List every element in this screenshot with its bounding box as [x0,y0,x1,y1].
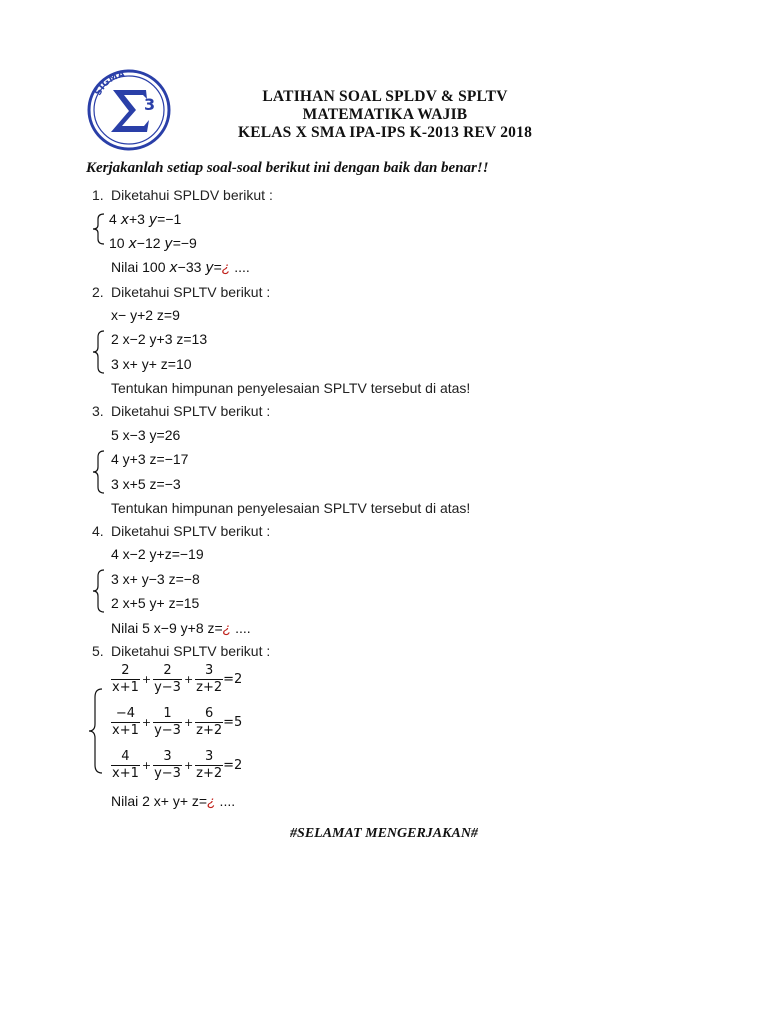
system-brace [92,450,106,494]
equation-3: 3 x+ y+ z=10 [111,356,192,372]
title-line-1: LATIHAN SOAL SPLDV & SPLTV [262,88,508,105]
question-number: 4. [92,523,104,539]
question-number: 5. [92,643,104,659]
sigma-logo [86,66,172,152]
equation-2: 3 x+ y−3 z=−8 [111,571,200,587]
equation-1: x− y+2 z=9 [111,307,180,323]
equation-2: 2 x−2 y+3 z=13 [111,331,208,347]
question-ask: Tentukan himpunan penyelesaian SPLTV tersebut di atas! [111,500,471,516]
system-brace [88,688,104,774]
fraction-equation-1: $\frac{2}{x+1}$ + $\frac{2}{y-3}$ + $\frac{3}{z+2}$ =2 [112,663,243,695]
svg-text:SIGMA: SIGMA [93,69,126,98]
equation-2: 10 x−12 y=−9 [109,235,197,252]
title-line-2: MATEMATIKA WAJIB [302,106,468,123]
question-intro: Diketahui SPLTV berikut : [111,643,271,659]
question-intro: Diketahui SPLTV berikut : [111,284,271,300]
question-number: 2. [92,284,104,300]
title-line-3: KELAS X SMA IPA-IPS K-2013 REV 2018 [237,124,533,141]
svg-text:3: 3 [144,95,156,114]
question-ask: Tentukan himpunan penyelesaian SPLTV tersebut di atas! [111,380,471,396]
question-ask: Nilai 2 x+ y+ z=¿ .... [111,793,236,809]
equation-1: 4 x+3 y=−1 [109,211,182,228]
fraction-equation-3: $\frac{4}{x+1}$ + $\frac{3}{y-3}$ + $\frac{3}{z+2}$ =2 [112,749,243,781]
question-number: 3. [92,403,104,419]
instruction: Kerjakanlah setiap soal-soal berikut ini dengan baik dan benar!! [86,160,489,176]
fraction-equation-2: $\frac{-4}{x+1}$ + $\frac{1}{y-3}$ + $\frac{6}{z+2}$ =5 [112,706,243,738]
equation-1: 4 x−2 y+z=−19 [111,546,204,562]
closing-text: #SELAMAT MENGERJAKAN# [290,826,478,841]
system-brace [92,213,106,245]
question-number: 1. [92,187,104,203]
question-intro: Diketahui SPLTV berikut : [111,403,271,419]
system-brace [92,569,106,613]
question-ask: Nilai 5 x−9 y+8 z=¿ .... [111,620,251,636]
equation-2: 4 y+3 z=−17 [111,451,189,467]
equation-3: 3 x+5 z=−3 [111,476,181,492]
equation-1: 5 x−3 y=26 [111,427,181,443]
question-intro: Diketahui SPLTV berikut : [111,523,271,539]
question-intro: Diketahui SPLDV berikut : [111,187,273,203]
system-brace [92,330,106,374]
question-ask: Nilai 100 x−33 y=¿ .... [111,259,250,276]
equation-3: 2 x+5 y+ z=15 [111,595,200,611]
